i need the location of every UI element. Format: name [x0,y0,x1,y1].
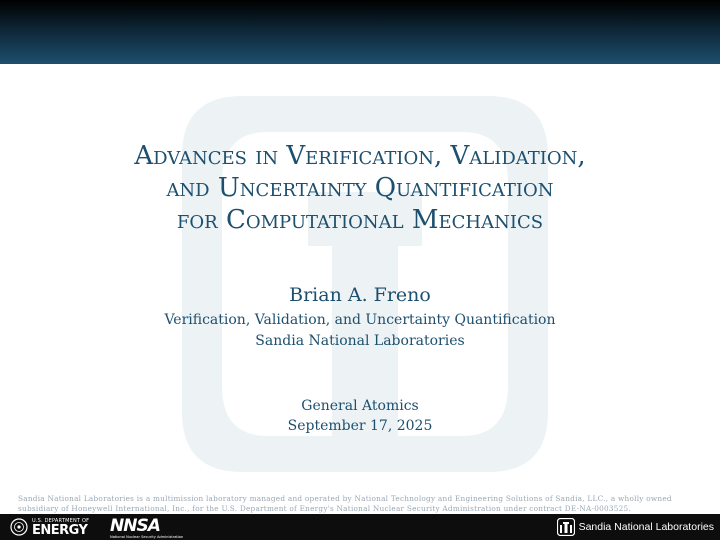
title-line: Advances in Verification, Validation, [134,141,586,171]
doe-seal-icon [10,518,28,536]
doe-logo [10,517,89,537]
footer-bar [0,514,720,540]
doe-small-text: U.S. DEPARTMENT OF [32,518,90,524]
doe-big-text: ENERGY [32,523,88,538]
venue: General Atomics [301,398,419,414]
affiliation-department: Verification, Validation, and Uncertainty Quantification [164,312,556,328]
title-line: for Computational Mechanics [176,205,544,235]
sandia-logo [557,518,714,536]
header-bar [0,0,720,64]
disclaimer-text: Sandia National Laboratories is a multimission laboratory managed and operated by National Technology and Engineering Solutions of Sandia, LLC., a wholly owned subsidiary of Honeywell International, Inc., for the U.S. Department of Energy's National Nuclear Security Administration under contract DE-NA-0003525. [18,494,672,513]
affiliation-organization: Sandia National Laboratories [255,333,465,349]
slide-title [0,140,720,236]
nnsa-logo [110,516,183,538]
sandia-thunderbird-icon [557,518,575,536]
presentation-date: September 17, 2025 [287,418,433,434]
nnsa-subtitle: National Nuclear Security Administration [110,535,184,539]
author-name: Brian A. Freno [289,284,431,306]
sandia-logo-text: Sandia National Laboratories [578,521,714,533]
title-line: and Uncertainty Quantification [166,173,554,203]
nnsa-text: NNSA [110,516,160,536]
